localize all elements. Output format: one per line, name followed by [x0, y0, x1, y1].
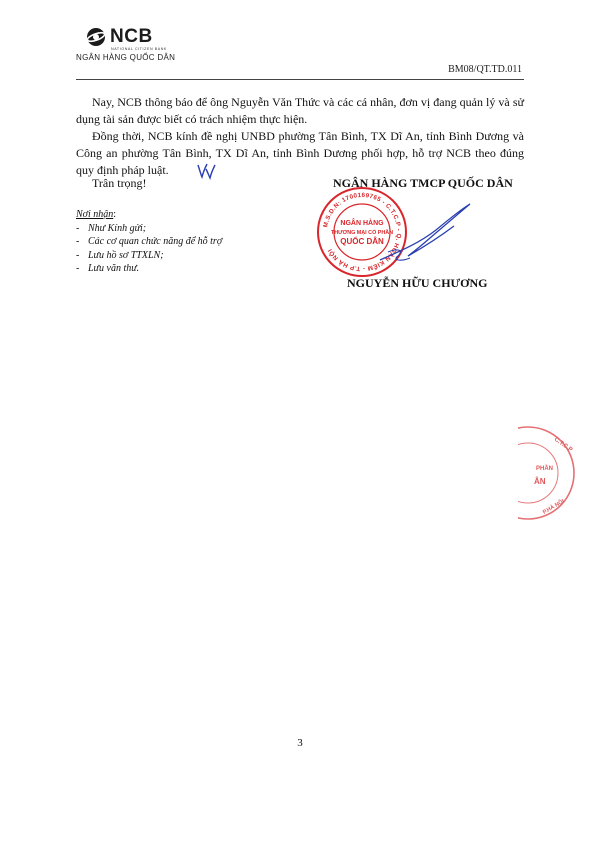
logo-wordmark: NCB	[110, 26, 153, 47]
page-number: 3	[297, 737, 303, 749]
ncb-logo	[76, 26, 186, 64]
svg-text:ÂN: ÂN	[534, 477, 546, 486]
closing-line: Trân trọng!	[92, 176, 147, 190]
seal-line-3: QUỐC DÂN	[340, 237, 384, 246]
svg-text:C.T.C.P: C.T.C.P	[552, 436, 574, 454]
svg-text:M.S.D.N: 1700169765 - C.T.C.P: M.S.D.N: 1700169765 - C.T.C.P - Q. HOÀN KIẾM - T.P HÀ NỘI	[322, 191, 403, 273]
recipient-item: - Lưu hồ sơ TTXLN;	[76, 249, 222, 263]
recipient-item: - Như Kính gửi;	[76, 222, 222, 236]
header-divider	[76, 79, 524, 80]
recipient-item: - Các cơ quan chức năng để hỗ trợ	[76, 235, 222, 249]
seal-line-1: NGÂN HÀNG	[340, 220, 384, 227]
body-paragraph-1: Nay, NCB thông báo để ông Nguyễn Văn Thức và các cá nhân, đơn vị đang quản lý và sử dụng tài sản được biết có trách nhiệm thực hiện.	[76, 95, 524, 126]
logo-subtitle: NATIONAL CITIZEN BANK	[111, 47, 167, 51]
handwritten-initials	[194, 159, 218, 183]
svg-text:P.HÀ NỘI: P.HÀ NỘI	[542, 498, 566, 516]
recipient-item: - Lưu văn thư.	[76, 262, 222, 276]
ncb-logo-icon	[86, 27, 106, 47]
logo-bank-name: NGÂN HÀNG QUỐC DÂN	[76, 53, 176, 62]
recipients-title: Nơi nhận:	[76, 209, 117, 220]
signer-organization: NGÂN HÀNG TMCP QUỐC DÂN	[333, 176, 513, 190]
body-paragraph-2: Đồng thời, NCB kính đề nghị UNBD phường Tân Bình, TX Dĩ An, tỉnh Bình Dương và Công an phường Tân Bình, TX Dĩ An, tỉnh Bình Dương phối hợp, hỗ trợ NCB theo đúng quy định pháp luật.	[76, 129, 524, 177]
signer-name: NGUYỄN HỮU CHƯƠNG	[347, 276, 488, 290]
letter-body	[76, 94, 524, 179]
document-code: BM08/QT.TD.011	[448, 64, 522, 75]
recipients-list	[76, 208, 222, 276]
svg-text:PHẦN: PHẦN	[536, 466, 554, 472]
seal-line-2: THƯƠNG MẠI CỔ PHẦN	[330, 230, 394, 236]
edge-seal-fragment	[518, 418, 600, 528]
handwritten-signature	[378, 200, 478, 275]
